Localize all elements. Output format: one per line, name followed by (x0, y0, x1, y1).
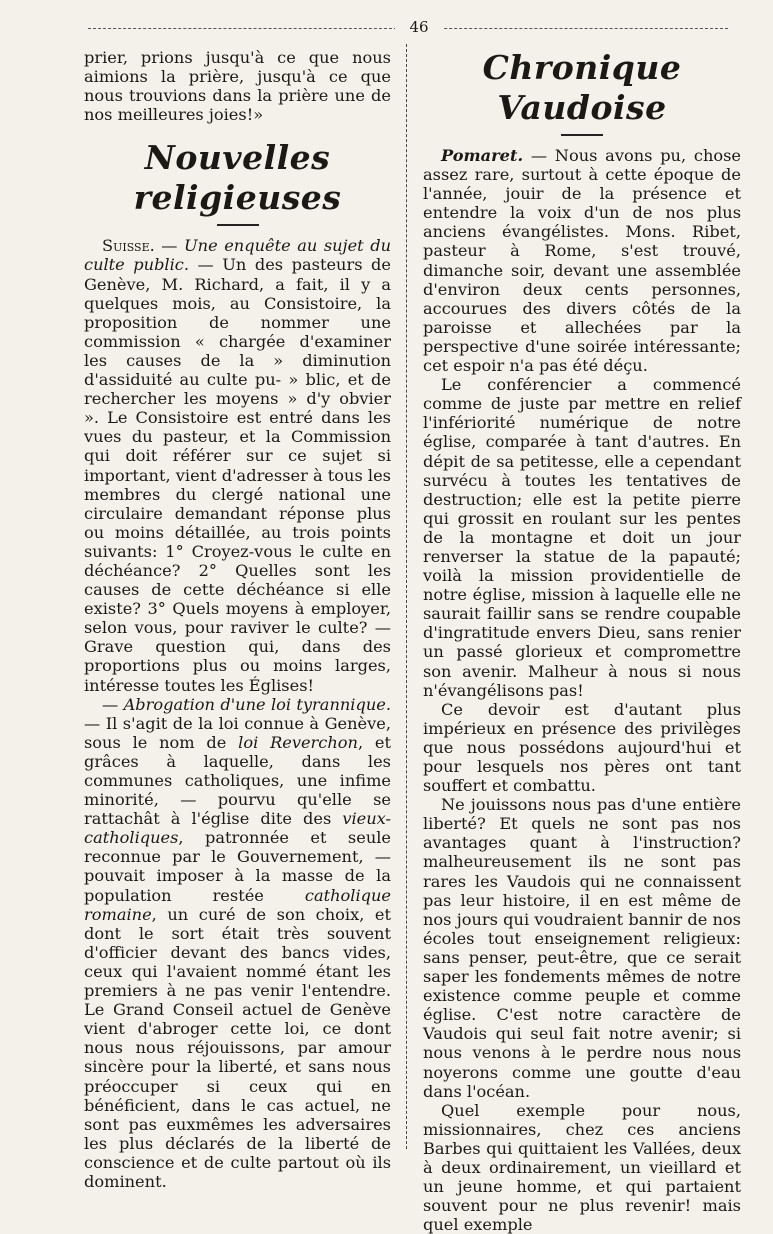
article-body: , un curé de son choix, et dont le sort était très souvent d'officier devant des bancs vides, ceux qui l'avaient nommé étant les premiers à ne pas venir l'entendre. Le Grand Conseil actuel de Genève vient d'abroger cette loi, ce dont nous nous réjouissons, par amour sincère pour la liberté, et sans nous préoccuper si ceux qui en bénéficient, dans le cas actuel, ne sont pas euxmêmes les adversaires les plus déclarés de la liberté de conscience et de culte partout où ils dominent. (84, 904, 391, 1191)
paragraph: Le conférencier a commencé comme de juste par mettre en relief l'infériorité numérique de notre église, comparée à tant d'autres. En dépit de sa petitesse, elle a cependant survécu à toutes les tentatives de destruction; elle est la petite pierre qui grossit en roulant sur les pentes de la montagne et doit un jour renverser la statue de la papauté; voilà la mission providentielle de notre église, mission à laquelle elle ne saurait faillir sans se rendre coupable d'ingratitude envers Dieu, sans renier un passé glorieux et compromettre son avenir. Malheur à nous si nous n'évangélisons pas! (423, 375, 741, 700)
place-label: Pomaret. (441, 146, 524, 165)
article-body: , et grâces à laquelle, dans les communes catholiques, une infime minorité, — pourvu qu'elle se rattachât à l'église dite des (84, 732, 391, 829)
paragraph: Ce devoir est d'autant plus impérieux en présence des privilèges que nous possédons aujourd'hui et pour lesquels nos pères ont tant souffert et combattu. (423, 699, 741, 796)
paragraph: Ne jouissons nous pas d'une entière liberté? Et quels ne sont pas nos avantages quant à l'instruction? malheureusement ils ne sont pas rares les Vaudois qui ne connaissent pas leur histoire, il en est même de nos jours qui voudraient bannir de nos écoles tout enseignement religieux: sans penser, peut-être, que ce serait saper les fondements mêmes de notre existence comme peuple et comme église. C'est notre caractère de Vaudois qui seul fait notre avenir; si nous venons à le perdre nous nous noyerons comme une goutte d'eau dans l'océan. (423, 795, 741, 1101)
dash: — (102, 694, 124, 714)
paragraph: Quel exemple pour nous, missionnaires, chez ces anciens Barbes qui quittaient les Vallées, deux à deux ordinairement, un vieillard et un jeune homme, et qui partaient souvent pour ne plus revenir! mais quel exemple (423, 1100, 741, 1234)
article-body: — Il s'agit de la loi connue à Genève, sous le nom de (84, 713, 391, 752)
country-label: Suisse. (102, 236, 155, 256)
section-heading-chronique: Chronique Vaudoise (482, 48, 682, 127)
dash: — (154, 236, 185, 256)
heading-rule (561, 134, 603, 136)
article-subject: Abrogation d'une loi tyrannique. (123, 694, 391, 714)
left-column (84, 48, 391, 1191)
paragraph-text: — Nous avons pu, chose assez rare, surtout à cette époque de l'année, jouir de la présence et entendre la voix d'un de nos plus anciens évangélistes. Mons. Ribet, pasteur à Rome, s'est trouvé, dimanche soir, devant une assemblée d'environ deux cents personnes, accourues des divers côtés de la paroisse et allechées par la perspective d'une soirée intéressante; cet espoir n'a pas été déçu. (423, 146, 741, 376)
article-subject: Une enquête au sujet du culte public. (84, 236, 391, 275)
column-divider (406, 44, 407, 1149)
right-column (423, 48, 741, 1234)
article-body: , patronnée et seule reconnue par le Gouvernement, — pouvait imposer à la masse de la population restée (84, 828, 391, 905)
continuation-paragraph: prier, prions jusqu'à ce que nous aimions la prière, jusqu'à ce que nous trouvions dans la prière une de nos meilleures joies!» (84, 48, 391, 125)
page-number: 46 (395, 18, 443, 36)
law-name: loi Reverchon (238, 732, 358, 752)
report-pomaret (423, 146, 741, 375)
term-catholique-romaine: catholique romaine (84, 885, 391, 924)
article-enquete (84, 236, 391, 694)
article-abrogation (84, 695, 391, 1191)
section-heading-nouvelles: Nouvelles religieuses (133, 138, 342, 218)
article-body: — Un des pasteurs de Genève, M. Richard, a fait, il y a quelques mois, au Consistoire, la proposition de nommer une commission « chargée d'examiner les causes de la » diminution d'assiduité au culte pu- » blic, et de rechercher les moyens » d'y obvier ». Le Consistoire est entré dans les vues du pasteur, et la Commission qui doit référer sur ce sujet si important, vient d'adresser à tous les membres du clergé national une circulaire demandant réponse plus ou moins détaillée, au trois points suivants: 1° Croyez-vous le culte en déchéance? 2° Quelles sont les causes de cette déchéance si elle existe? 3° Quels moyens à employer, selon vous, pour raviver le culte? — Grave question qui, dans des proportions plus ou moins larges, intéresse toutes les Églises! (84, 255, 391, 695)
heading-rule (217, 224, 259, 226)
term-vieux-catholiques: vieux-catholiques (84, 809, 391, 848)
